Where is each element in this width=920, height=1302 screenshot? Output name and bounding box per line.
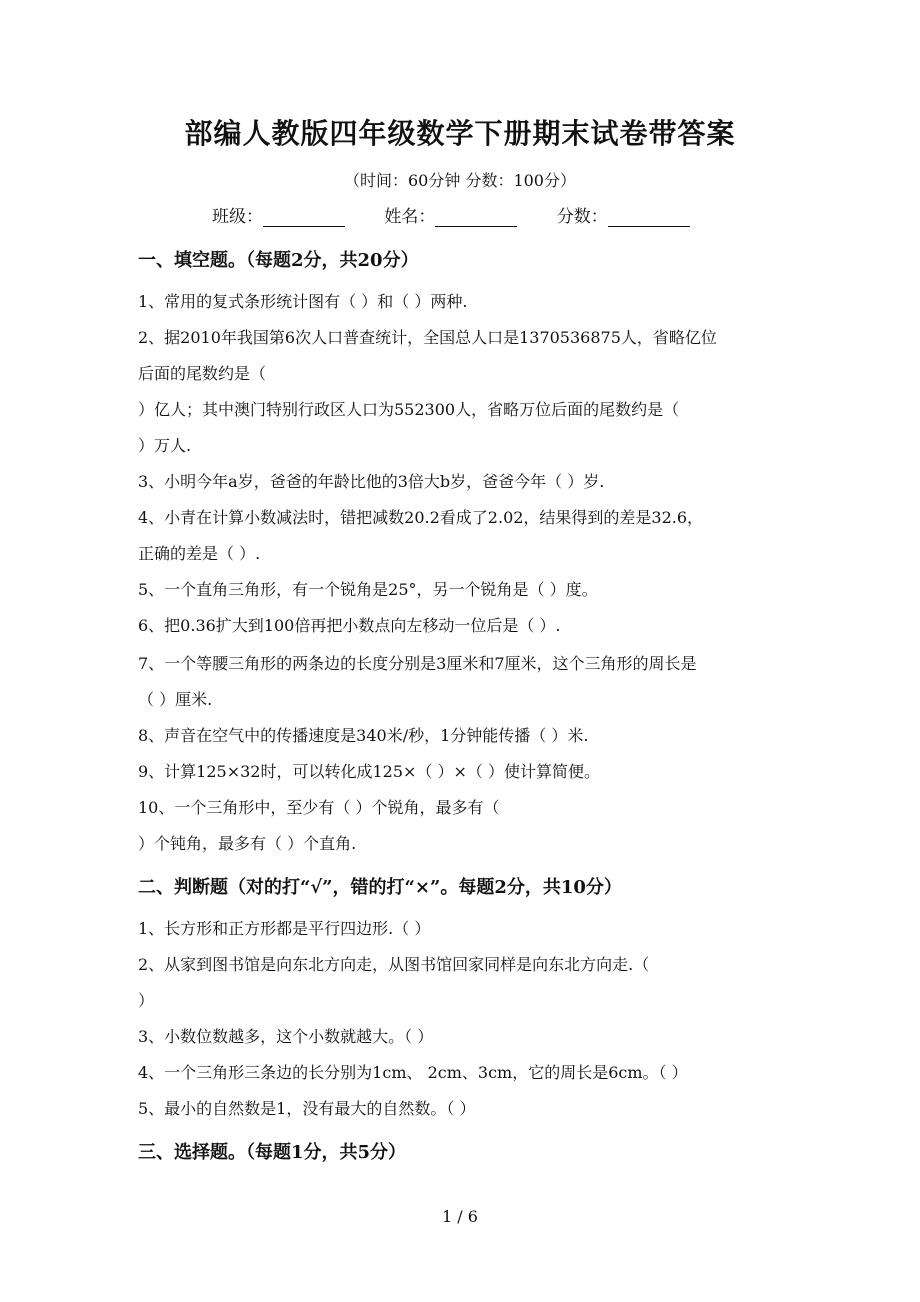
question-line: （ ）厘米.	[138, 690, 213, 709]
question-line: 2、据2010年我国第6次人口普查统计，全国总人口是1370536875人，省略亿位	[138, 328, 717, 347]
question-line: 后面的尾数约是（	[138, 364, 267, 383]
score-label: 分数：	[556, 207, 608, 227]
section-heading-multiple-choice: 三、选择题。（每题1分，共5分）	[138, 1142, 407, 1163]
question-line: 8、声音在空气中的传播速度是340米/秒，1分钟能传播（ ）米.	[138, 726, 589, 745]
name-label: 姓名：	[384, 207, 436, 227]
question-line: 10、一个三角形中，至少有（ ）个锐角，最多有（	[138, 798, 500, 817]
question-line: 1、长方形和正方形都是平行四边形.（ ）	[138, 919, 431, 938]
question-line: 6、把0.36扩大到100倍再把小数点向左移动一位后是（ ）.	[138, 616, 561, 635]
question-line: ）万人.	[138, 436, 192, 455]
question-line: ）亿人；其中澳门特别行政区人口为552300人，省略万位后面的尾数约是（	[138, 400, 680, 419]
section-heading-true-false: 二、判断题（对的打“√”，错的打“×”。每题2分，共10分）	[138, 877, 622, 898]
question-line: ）个钝角，最多有（ ）个直角.	[138, 834, 357, 853]
question-line: 9、计算125×32时，可以转化成125×（ ）×（ ）使计算简便。	[138, 762, 601, 781]
page-number: 1 / 6	[442, 1207, 478, 1226]
question-line: 4、小青在计算小数减法时，错把减数20.2看成了2.02，结果得到的差是32.6，	[138, 508, 704, 527]
question-line: 3、小数位数越多，这个小数就越大。（ ）	[138, 1027, 434, 1046]
exam-time-score: （时间：60分钟 分数：100分）	[344, 171, 576, 190]
class-blank	[263, 208, 345, 227]
question-line: 3、小明今年a岁，爸爸的年龄比他的3倍大b岁，爸爸今年（ ）岁.	[138, 472, 605, 491]
question-line: 正确的差是（ ）.	[138, 544, 261, 563]
page-title: 部编人教版四年级数学下册期末试卷带答案	[184, 117, 736, 150]
class-label: 班级：	[212, 207, 263, 227]
name-blank	[435, 208, 517, 227]
question-line: 4、一个三角形三条边的长分别为1cm、 2cm、3cm，它的周长是6cm。（ ）	[138, 1063, 688, 1082]
question-line: 5、最小的自然数是1，没有最大的自然数。（ ）	[138, 1099, 476, 1118]
question-line: 1、常用的复式条形统计图有（ ）和（ ）两种.	[138, 292, 468, 311]
question-line: ）	[138, 991, 155, 1010]
question-line: 7、一个等腰三角形的两条边的长度分别是3厘米和7厘米，这个三角形的周长是	[138, 654, 697, 673]
section-heading-fill-blank: 一、填空题。（每题2分，共20分）	[138, 250, 419, 271]
question-line: 5、一个直角三角形，有一个锐角是25°，另一个锐角是（ ）度。	[138, 580, 598, 599]
student-info-row	[212, 202, 724, 227]
score-blank	[608, 208, 690, 227]
question-line: 2、从家到图书馆是向东北方向走，从图书馆回家同样是向东北方向走.（	[138, 955, 650, 974]
